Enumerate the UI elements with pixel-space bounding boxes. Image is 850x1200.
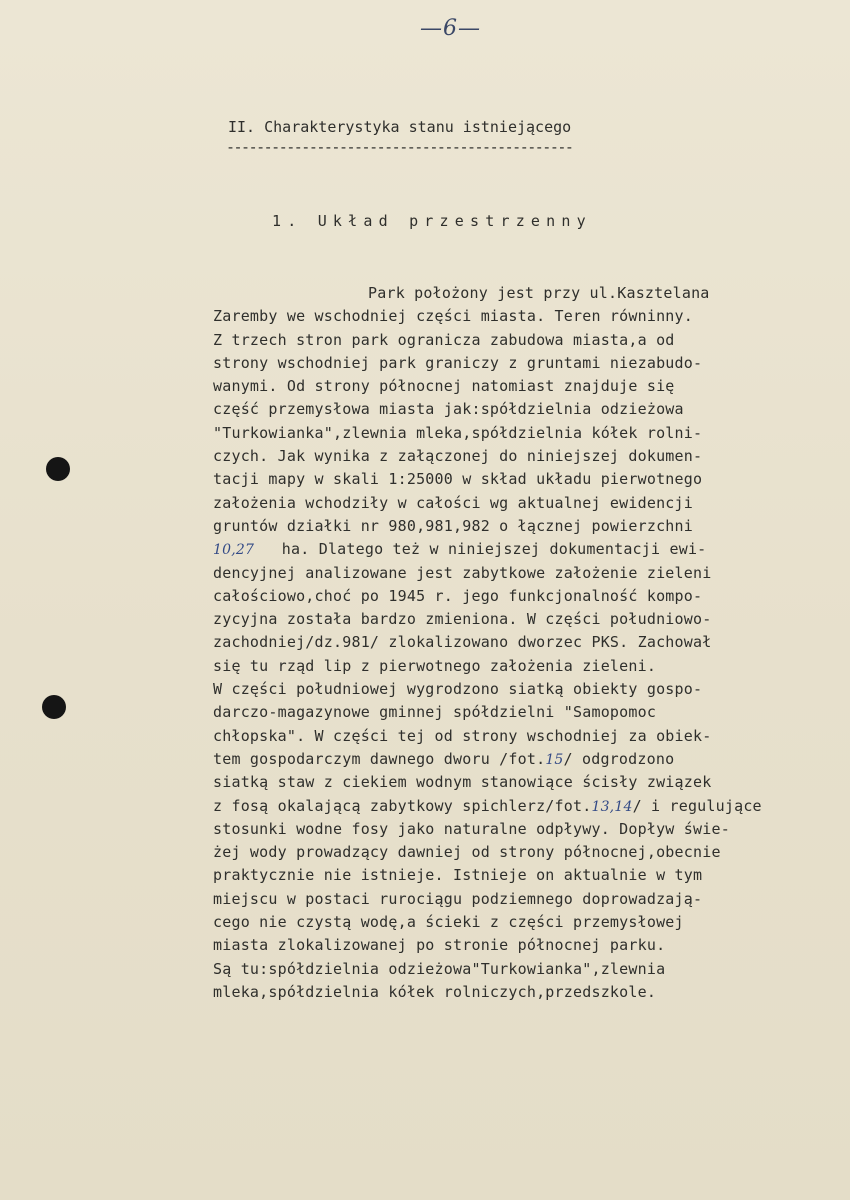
punch-hole-bottom bbox=[42, 695, 66, 719]
typed-text: Zaremby we wschodniej części miasta. Teren równinny. bbox=[213, 307, 693, 326]
typed-text: czych. Jak wynika z załączonej do niniejszej dokumen- bbox=[213, 447, 703, 466]
handwritten-note: 10,27 bbox=[213, 542, 255, 559]
page-number: —6— bbox=[420, 16, 481, 41]
typed-text: część przemysłowa miasta jak:spółdzielnia odzieżowa bbox=[213, 400, 684, 419]
typed-text: całościowo,choć po 1945 r. jego funkcjonalność kompo- bbox=[213, 586, 703, 605]
body-line bbox=[213, 608, 833, 631]
body-line bbox=[213, 701, 833, 724]
typed-text: wanymi. Od strony północnej natomiast znajduje się bbox=[213, 377, 675, 396]
handwritten-note: 15 bbox=[545, 751, 564, 768]
typed-text: siatką staw z ciekiem wodnym stanowiące ścisły związek bbox=[213, 773, 712, 792]
typed-text: ha. Dlatego też w niniejszej dokumentacji ewi- bbox=[254, 540, 707, 559]
typed-text: się tu rząd lip z pierwotnego założenia zieleni. bbox=[213, 656, 657, 675]
body-line bbox=[213, 538, 833, 561]
typed-text: / odgrodzono bbox=[563, 749, 675, 768]
body-line bbox=[213, 398, 833, 421]
typed-text: założenia wchodziły w całości wg aktualnej ewidencji bbox=[213, 493, 693, 512]
body-line bbox=[213, 795, 833, 818]
typed-text: mleka,spółdzielnia kółek rolniczych,przedszkole. bbox=[213, 982, 657, 1001]
typed-text: gruntów działki nr 980,981,982 o łącznej powierzchni bbox=[213, 516, 693, 535]
typed-text: Z trzech stron park ogranicza zabudowa miasta,a od bbox=[213, 330, 675, 349]
typed-text: strony wschodniej park graniczy z gruntami niezabudo- bbox=[213, 353, 703, 372]
typed-text: tem gospodarczym dawnego dworu /fot. bbox=[213, 749, 546, 768]
typed-text: darczo-magazynowe gminnej spółdzielni "Samopomoc bbox=[213, 703, 657, 722]
typed-text: / i regulujące bbox=[632, 796, 762, 815]
body-line bbox=[213, 911, 833, 934]
typed-text: dencyjnej analizowane jest zabytkowe założenie zieleni bbox=[213, 563, 712, 582]
body-line bbox=[213, 468, 833, 491]
typed-text: żej wody prowadzący dawniej od strony północnej,obecnie bbox=[213, 843, 721, 862]
body-line bbox=[213, 771, 833, 794]
body-line bbox=[213, 445, 833, 468]
typed-text: cego nie czystą wodę,a ścieki z części przemysłowej bbox=[213, 913, 684, 932]
typed-text: W części południowej wygrodzono siatką obiekty gospo- bbox=[213, 680, 703, 699]
typed-text: tacji mapy w skali 1:25000 w skład układu pierwotnego bbox=[213, 470, 703, 489]
body-line bbox=[213, 864, 833, 887]
body-line bbox=[213, 841, 833, 864]
body-line bbox=[213, 958, 833, 981]
subsection-title: 1. Układ przestrzenny bbox=[272, 212, 592, 230]
typed-text: miasta zlokalizowanej po stronie północnej parku. bbox=[213, 936, 666, 955]
typed-text: zachodniej/dz.981/ zlokalizowano dworzec PKS. Zachował bbox=[213, 633, 712, 652]
typed-text: chłopska". W części tej od strony wschodniej za obiek- bbox=[213, 726, 712, 745]
body-line bbox=[213, 631, 833, 654]
typed-text: miejscu w postaci rurociągu podziemnego doprowadzają- bbox=[213, 889, 703, 908]
handwritten-note: 13,14 bbox=[591, 798, 633, 815]
body-line bbox=[213, 888, 833, 911]
typed-text: Park położony jest przy ul.Kasztelana bbox=[368, 284, 710, 302]
body-line bbox=[213, 934, 833, 957]
body-line bbox=[213, 515, 833, 538]
body-line bbox=[213, 282, 833, 305]
body-line bbox=[213, 981, 833, 1004]
body-line bbox=[213, 655, 833, 678]
body-text bbox=[213, 282, 833, 1004]
typed-text: "Turkowianka",zlewnia mleka,spółdzielnia kółek rolni- bbox=[213, 423, 703, 442]
body-line bbox=[213, 329, 833, 352]
typed-text: z fosą okalającą zabytkowy spichlerz/fot. bbox=[213, 796, 592, 815]
section-title: II. Charakterystyka stanu istniejącego bbox=[228, 118, 572, 136]
typed-text: Są tu:spółdzielnia odzieżowa"Turkowianka",zlewnia bbox=[213, 959, 666, 978]
section-title-underline: ---------------------------------------------- bbox=[226, 138, 573, 156]
body-line bbox=[213, 375, 833, 398]
body-line bbox=[213, 305, 833, 328]
body-line bbox=[213, 818, 833, 841]
punch-hole-top bbox=[46, 457, 70, 481]
body-line bbox=[213, 422, 833, 445]
body-line bbox=[213, 492, 833, 515]
typed-text: zycyjna została bardzo zmieniona. W części południowo- bbox=[213, 610, 712, 629]
body-line bbox=[213, 585, 833, 608]
typed-text: praktycznie nie istnieje. Istnieje on aktualnie w tym bbox=[213, 866, 703, 885]
typed-text: stosunki wodne fosy jako naturalne odpływy. Dopływ świe- bbox=[213, 819, 730, 838]
body-line bbox=[213, 562, 833, 585]
body-line bbox=[213, 352, 833, 375]
body-line bbox=[213, 725, 833, 748]
body-line bbox=[213, 748, 833, 771]
body-line bbox=[213, 678, 833, 701]
